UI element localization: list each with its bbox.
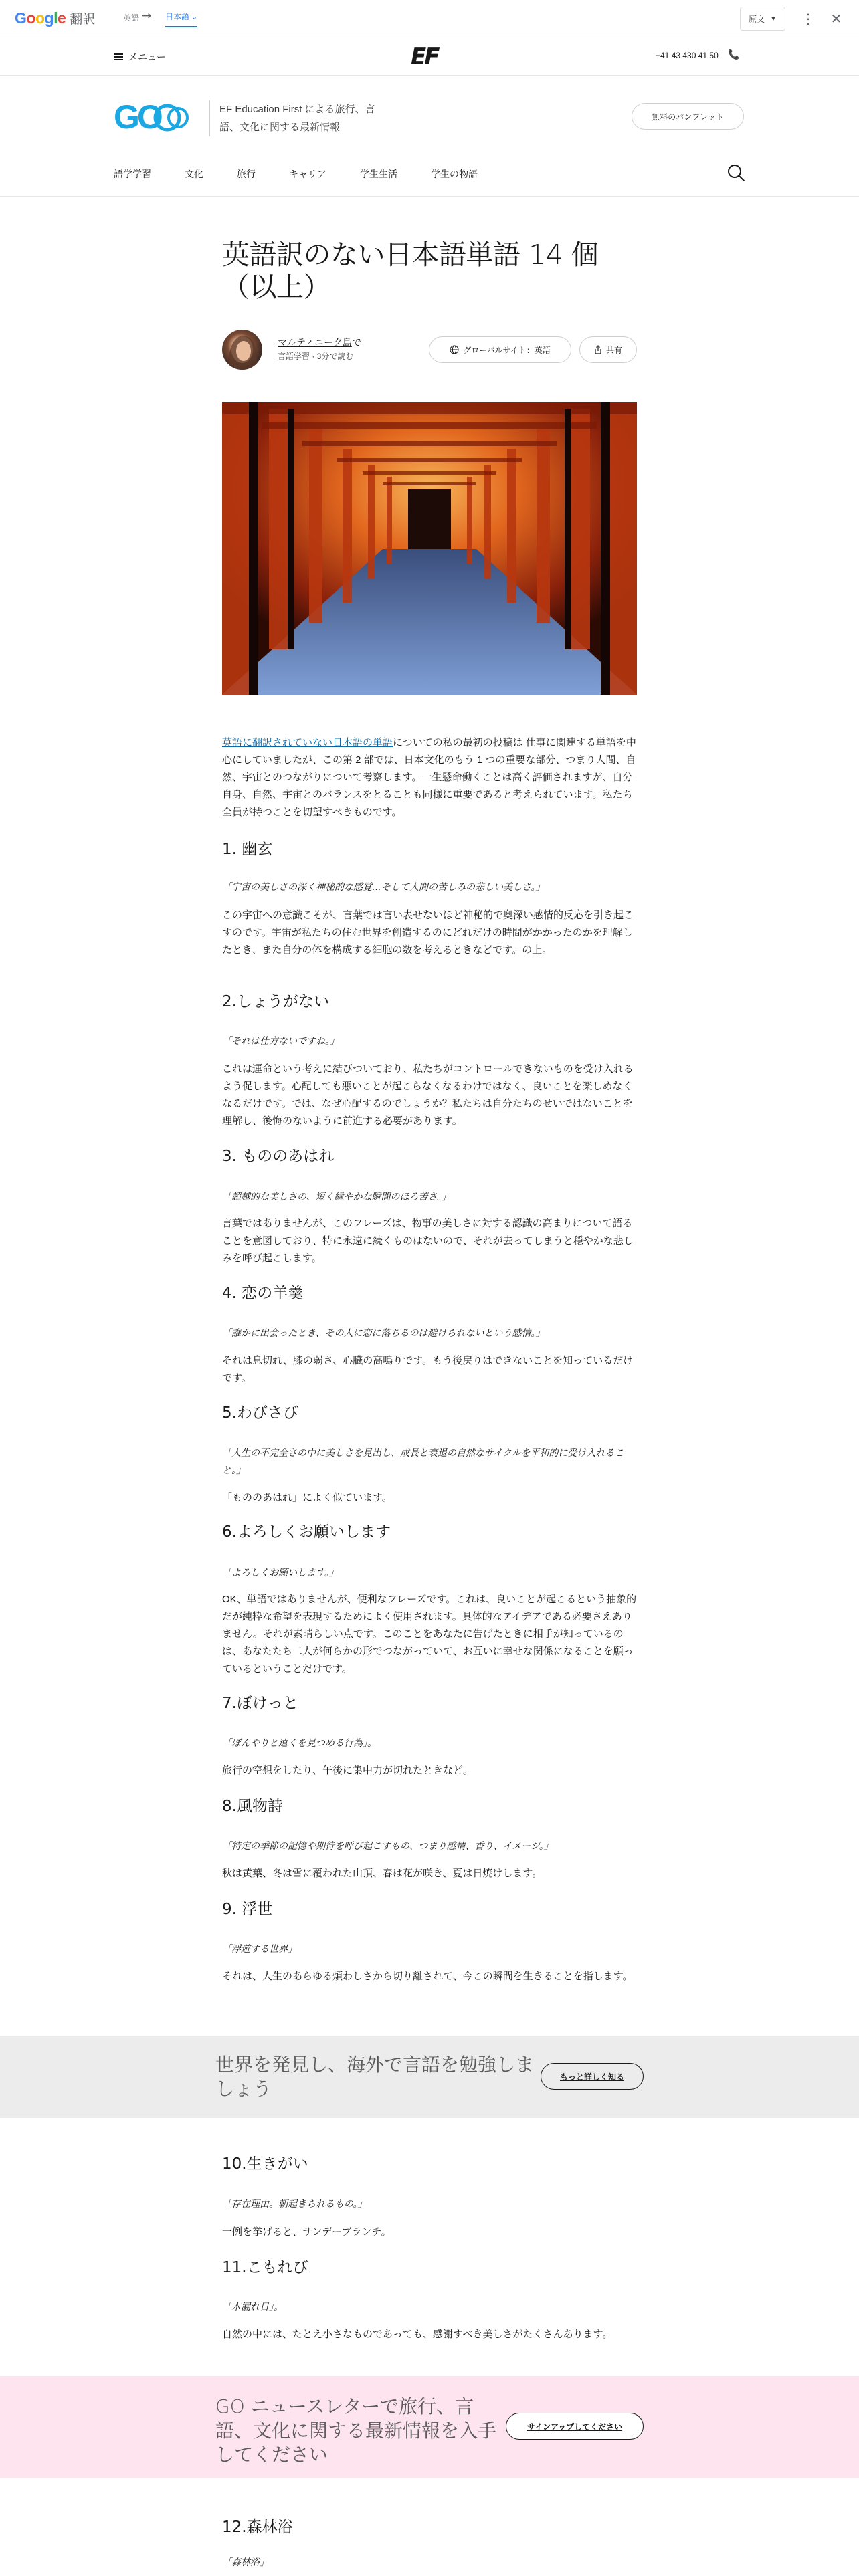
learn-more-button[interactable]: もっと詳しく知る xyxy=(541,2063,644,2090)
menu-button[interactable] xyxy=(114,50,166,64)
section-heading: 2.しょうがない xyxy=(222,993,329,1010)
author-suffix: で xyxy=(351,337,361,348)
google-wordmark: Google xyxy=(15,9,66,27)
show-original-label: 原文 xyxy=(749,14,765,24)
global-site-label: グローバルサイト：英語 xyxy=(463,345,551,355)
study-abroad-cta xyxy=(0,2036,859,2118)
article-meta xyxy=(278,350,353,362)
section-body: それは、人生のあらゆる煩わしさから切り離されて、今この瞬間を生きることを指します。 xyxy=(222,1971,633,1982)
nav-item-language-learning[interactable]: 語学学習 xyxy=(114,169,151,179)
go-logo[interactable] xyxy=(114,99,189,134)
translate-label: 翻訳 xyxy=(70,13,96,27)
nav-item-student-stories[interactable]: 学生の物語 xyxy=(431,169,478,179)
nav-item-career[interactable]: キャリア xyxy=(289,169,326,179)
signup-button[interactable]: サインアップしてください xyxy=(506,2413,644,2440)
section-body: この宇宙への意識こそが、言葉では言い表せないほど神秘的で奥深い感情的反応を引き起こすのです。宇宙が私たちの住む世界を創造するのにどれだけの時間がかかったのかを理解したとき、また自分の体を構成する細胞の数を考えるときなどです。の上。 xyxy=(222,909,634,956)
search-icon[interactable] xyxy=(725,162,747,183)
section-heading: 6.よろしくお願いします xyxy=(222,1523,391,1541)
article-category[interactable]: 言語学習 xyxy=(278,352,310,361)
section-body: 自然の中には、たとえ小さなものであっても、感謝すべき美しさがたくさんあります。 xyxy=(222,2329,613,2340)
ef-top-bar xyxy=(0,38,859,76)
section-quote: 「特定の季節の記憶や期待を呼び起こすもの、つまり感情、香り、イメージ。」 xyxy=(222,1840,553,1851)
section-body: 言葉ではありませんが、このフレーズは、物事の美しさに対する認識の高まりについて語ることを意図しており、特に永遠に続くものはないので、それが去ってしまうと穏やかな悲しみを呼び起こします。 xyxy=(222,1218,634,1264)
section-body: OK、単語ではありませんが、便利なフレーズです。これは、良いことが起こるという抽象的だが純粋な希望を表現するためによく使用されます。具体的なアイデアである必要さえありません。それが素晴らしい点です。このことをあなたに告げたときに相手が知っているのは、あなたたち二人が何らかの形でつながっていて、お互いに幸せな関係になることを願っているということだけです。 xyxy=(222,1594,637,1675)
global-site-button[interactable] xyxy=(429,336,571,363)
section-quote: 「存在理由。朝起きられるもの。」 xyxy=(222,2198,367,2209)
section-body: 一例を挙げると、サンデーブランチ。 xyxy=(222,2226,391,2238)
section-quote: 「超越的な美しさの、短く縁やかな瞬間のほろ苦さ。」 xyxy=(222,1191,451,1202)
nav-item-travel[interactable]: 旅行 xyxy=(237,169,256,179)
section-heading: 10.生きがい xyxy=(222,2155,308,2173)
section-quote: 「森林浴」 xyxy=(222,2557,269,2567)
author-name[interactable]: マルティニーク島 xyxy=(278,337,352,348)
section-quote: 「人生の不完全さの中に美しさを見出し、成長と衰退の自然なサイクルを平和的に受け入れること。」 xyxy=(222,1447,624,1475)
menu-label: メニュー xyxy=(128,51,166,62)
ef-logo[interactable]: EF xyxy=(411,43,438,70)
section-body: これは運命という考えに結びついており、私たちがコントロールできないものを受け入れるよう促します。心配しても悪いことが起こらなくなるわけではなく、良いことを楽しめなくなるだけです。では、なぜ心配するのでしょうか？私たちは自分たちのせいではないことを理解し、後悔のないように前進する必要があります。 xyxy=(222,1063,634,1127)
hamburger-icon xyxy=(114,53,123,60)
section-quote: 「木漏れ日」。 xyxy=(222,2301,283,2312)
section-body: 「もののあはれ」によく似ています。 xyxy=(222,1492,392,1503)
source-language[interactable]: 英語 xyxy=(123,13,140,23)
intro-text: についての私の最初の投稿は 仕事に関連する単語を中心にしていましたが、この第 2 部では、日本文化のもう 1 つの重要な部分、つまり人間、自然、宇宙とのつながりについて考察します。一生懸命働くことは高く評価されますが、自分自身、自然、宇宙とのバランスをとることも同様に重要であると考えられています。私たち全員が持つことを切望すべきものです。 xyxy=(222,737,636,818)
section-heading: 1. 幽玄 xyxy=(222,841,273,858)
google-translate-logo[interactable] xyxy=(15,9,95,27)
section-quote: 「それは仕方ないですね。」 xyxy=(222,1035,339,1046)
nav-item-culture[interactable]: 文化 xyxy=(185,169,203,179)
more-options-icon[interactable]: ⋮ xyxy=(801,11,815,27)
arrow-right-icon: → xyxy=(142,9,152,23)
share-label: 共有 xyxy=(605,345,622,355)
section-heading: 12.森林浴 xyxy=(222,2518,293,2536)
nav-item-student-life[interactable]: 学生生活 xyxy=(360,169,397,179)
section-body: 旅行の空想をしたり、午後に集中力が切れたときなど。 xyxy=(222,1765,474,1776)
newsletter-cta xyxy=(0,2376,859,2478)
author-line xyxy=(278,336,361,349)
close-icon[interactable]: ✕ xyxy=(830,11,842,27)
section-heading: 8.風物詩 xyxy=(222,1798,283,1815)
section-body: それは息切れ、膝の弱さ、心臓の高鳴りです。もう後戻りはできないことを知っているだけです。 xyxy=(222,1355,634,1384)
section-body: 秋は黄葉、冬は雪に覆われた山頂、春は花が咲き、夏は日焼けします。 xyxy=(222,1868,543,1879)
target-language-label: 日本語 xyxy=(165,12,190,21)
section-heading: 3. もののあはれ xyxy=(222,1148,335,1165)
svg-text:GO: GO xyxy=(114,99,161,134)
translate-bar xyxy=(0,0,859,37)
chevron-down-icon: ⌄ xyxy=(191,13,198,21)
section-quote: 「よろしくお願いします。」 xyxy=(222,1567,339,1578)
section-heading: 4. 恋の羊羹 xyxy=(222,1285,304,1302)
show-original-button[interactable] xyxy=(740,7,785,31)
section-heading: 11.こもれび xyxy=(222,2259,308,2276)
read-time: · 3分で読む xyxy=(310,352,354,361)
share-icon xyxy=(594,345,602,354)
section-quote: 「宇宙の美しさの深く神秘的な感覚…そして人間の苦しみの悲しい美しさ。」 xyxy=(222,881,545,892)
target-language[interactable] xyxy=(165,11,197,27)
share-button[interactable] xyxy=(579,336,637,363)
intro-paragraph xyxy=(222,734,637,821)
newsletter-cta-text: GO ニュースレターで旅行、言語、文化に関する最新情報を入手してください xyxy=(215,2395,497,2466)
author-avatar-image xyxy=(222,330,262,370)
intro-link[interactable]: 英語に翻訳されていない日本語の単語 xyxy=(222,737,393,748)
globe-icon xyxy=(450,345,459,354)
section-quote: 「誰かに出会ったとき、その人に恋に落ちるのは避けられないという感情。」 xyxy=(222,1327,545,1338)
author-avatar[interactable] xyxy=(222,330,262,370)
study-abroad-cta-text: 世界を発見し、海外で言語を勉強しましょう xyxy=(215,2054,535,2100)
go-header xyxy=(0,76,859,197)
phone-icon[interactable]: 📞 xyxy=(728,49,740,60)
phone-number[interactable]: +41 43 430 41 50 xyxy=(656,51,719,60)
chevron-down-icon: ▼ xyxy=(770,15,777,23)
go-tagline: EF Education First による旅行、言語、文化に関する最新情報 xyxy=(209,100,383,136)
hero-image-torii-corridor xyxy=(222,402,637,695)
section-quote: 「浮遊する世界」 xyxy=(222,1943,297,1954)
category-nav xyxy=(114,167,511,181)
article-title: 英語訳のない日本語単語 14 個（以上） xyxy=(222,239,599,303)
free-brochure-button[interactable]: 無料のパンフレット xyxy=(632,103,744,130)
section-heading: 9. 浮世 xyxy=(222,1901,273,1918)
section-heading: 5.わびさび xyxy=(222,1404,298,1422)
section-heading: 7.ぼけっと xyxy=(222,1695,298,1712)
section-quote: 「ぼんやりと遠くを見つめる行為」。 xyxy=(222,1737,377,1748)
